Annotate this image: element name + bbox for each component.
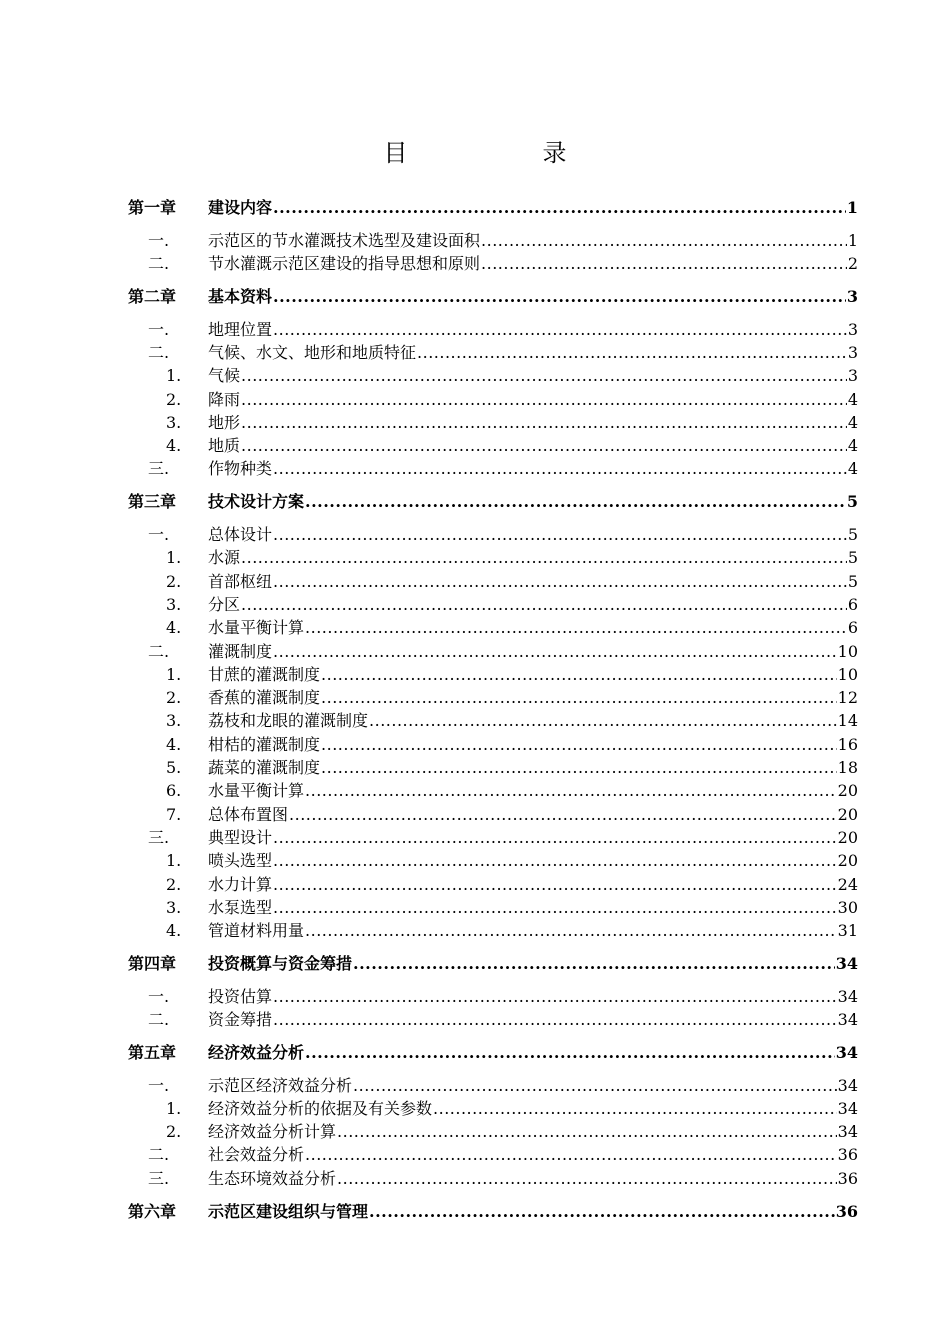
toc-entry-page: 34 — [835, 953, 858, 973]
toc-entry-number: 一. — [148, 230, 170, 250]
toc-entry-label: 柑桔的灌溉制度 — [208, 734, 321, 754]
toc-entry-page: 1 — [847, 230, 858, 250]
toc-leader-dots — [305, 1041, 835, 1064]
toc-entry-label: 建设内容 — [208, 198, 273, 217]
toc-entry-number: 一. — [148, 1075, 170, 1095]
toc-entry-page: 4 — [847, 459, 858, 479]
toc-entry-number: 二. — [148, 641, 170, 661]
toc-entry-page: 5 — [847, 571, 858, 591]
toc-entry-sub[interactable] — [128, 896, 858, 919]
toc-title-char-1: 目 — [383, 139, 408, 167]
toc-entry-page: 4 — [847, 412, 858, 432]
toc-entry-number: 4. — [166, 921, 182, 941]
toc-entry-chapter[interactable] — [128, 952, 858, 975]
toc-entry-page: 6 — [847, 594, 858, 614]
toc-entry-page: 24 — [837, 874, 858, 894]
toc-entry-page: 36 — [837, 1168, 858, 1188]
toc-entry-page: 36 — [837, 1145, 858, 1165]
toc-entry-number: 2. — [166, 1122, 182, 1142]
toc-entry-label: 蔬菜的灌溉制度 — [208, 758, 321, 778]
toc-leader-dots — [273, 826, 837, 849]
toc-entry-page: 18 — [837, 758, 858, 778]
toc-entry-number: 3. — [166, 897, 182, 917]
toc-leader-dots — [305, 919, 837, 942]
toc-leader-dots — [321, 733, 837, 756]
toc-leader-dots — [321, 756, 837, 779]
toc-entry-sec[interactable] — [128, 985, 858, 1008]
toc-entry-chapter[interactable] — [128, 285, 858, 308]
table-of-contents — [128, 196, 858, 1232]
toc-entry-number: 二. — [148, 254, 170, 274]
toc-entry-page: 34 — [837, 1122, 858, 1142]
toc-entry-number: 3. — [166, 594, 182, 614]
toc-leader-dots — [353, 952, 835, 975]
toc-entry-sub[interactable] — [128, 663, 858, 686]
toc-entry-label: 管道材料用量 — [208, 921, 305, 941]
toc-entry-page: 34 — [837, 1098, 858, 1118]
toc-entry-label: 经济效益分析的依据及有关参数 — [208, 1098, 433, 1118]
toc-entry-page: 3 — [846, 286, 858, 306]
toc-entry-number: 一. — [148, 525, 170, 545]
toc-leader-dots — [273, 1008, 837, 1031]
toc-entry-sub[interactable] — [128, 849, 858, 872]
toc-leader-dots — [273, 873, 837, 896]
toc-entry-page: 3 — [847, 319, 858, 339]
toc-leader-dots — [369, 1200, 835, 1223]
toc-leader-dots — [337, 1120, 837, 1143]
toc-entry-page: 20 — [837, 781, 858, 801]
toc-entry-number: 第一章 — [128, 198, 177, 217]
toc-entry-label: 分区 — [208, 594, 241, 614]
toc-entry-label: 作物种类 — [208, 459, 273, 479]
toc-entry-chapter[interactable] — [128, 490, 858, 513]
toc-entry-label: 气候 — [208, 366, 241, 386]
toc-entry-chapter[interactable] — [128, 1041, 858, 1064]
toc-entry-label: 总体设计 — [208, 525, 273, 545]
toc-entry-label: 香蕉的灌溉制度 — [208, 688, 321, 708]
toc-leader-dots — [305, 616, 847, 639]
toc-leader-dots — [289, 803, 837, 826]
toc-entry-page: 30 — [837, 897, 858, 917]
toc-leader-dots — [481, 252, 847, 275]
toc-entry-label: 生态环境效益分析 — [208, 1168, 337, 1188]
toc-entry-page: 34 — [837, 1075, 858, 1095]
toc-entry-label: 灌溉制度 — [208, 641, 273, 661]
toc-entry-sec[interactable] — [128, 341, 858, 364]
toc-entry-label: 降雨 — [208, 389, 241, 409]
toc-entry-sub[interactable] — [128, 756, 858, 779]
toc-entry-sub[interactable] — [128, 593, 858, 616]
toc-leader-dots — [273, 640, 837, 663]
toc-entry-label: 社会效益分析 — [208, 1145, 305, 1165]
toc-entry-sub[interactable] — [128, 434, 858, 457]
toc-leader-dots — [433, 1097, 837, 1120]
toc-entry-label: 基本资料 — [208, 286, 273, 306]
toc-entry-number: 一. — [148, 986, 170, 1006]
toc-entry-page: 4 — [847, 389, 858, 409]
toc-entry-page: 16 — [837, 734, 858, 754]
toc-entry-sub[interactable] — [128, 1120, 858, 1143]
toc-entry-chapter[interactable] — [128, 196, 858, 219]
toc-entry-page: 34 — [837, 1010, 858, 1029]
toc-entry-number: 5. — [166, 758, 182, 778]
toc-entry-label: 水力计算 — [208, 874, 273, 894]
toc-entry-sub[interactable] — [128, 919, 858, 942]
toc-leader-dots — [241, 546, 847, 569]
toc-entry-sec[interactable] — [128, 229, 858, 252]
toc-entry-sub[interactable] — [128, 616, 858, 639]
toc-entry-label: 水源 — [208, 548, 241, 568]
toc-entry-number: 1. — [166, 851, 182, 871]
toc-entry-page: 5 — [847, 548, 858, 568]
toc-entry-number: 二. — [148, 342, 170, 362]
toc-entry-label: 地理位置 — [208, 319, 273, 339]
toc-entry-number: 2. — [166, 688, 182, 708]
toc-leader-dots — [241, 388, 847, 411]
toc-entry-sec[interactable] — [128, 826, 858, 849]
toc-leader-dots — [353, 1074, 837, 1097]
toc-title-char-2: 录 — [542, 139, 567, 167]
toc-entry-sub[interactable] — [128, 411, 858, 434]
toc-entry-number: 2. — [166, 571, 182, 591]
toc-leader-dots — [273, 285, 846, 308]
toc-title — [0, 138, 950, 168]
toc-entry-sec[interactable] — [128, 252, 858, 275]
toc-entry-page: 4 — [847, 436, 858, 456]
toc-entry-label: 示范区经济效益分析 — [208, 1075, 353, 1095]
toc-entry-page: 2 — [847, 254, 858, 274]
toc-entry-label: 水量平衡计算 — [208, 781, 305, 801]
toc-entry-label: 水泵选型 — [208, 897, 273, 917]
toc-entry-label: 投资概算与资金筹措 — [208, 953, 353, 973]
toc-leader-dots — [417, 341, 847, 364]
toc-entry-sub[interactable] — [128, 1097, 858, 1120]
toc-entry-page: 5 — [846, 492, 858, 512]
toc-entry-sec[interactable] — [128, 318, 858, 341]
toc-entry-sec[interactable] — [128, 640, 858, 663]
toc-entry-number: 三. — [148, 1168, 170, 1188]
toc-entry-sub[interactable] — [128, 803, 858, 826]
toc-entry-number: 第四章 — [128, 953, 177, 973]
toc-entry-label: 节水灌溉示范区建设的指导思想和原则 — [208, 254, 481, 274]
toc-entry-page: 34 — [835, 1042, 858, 1062]
toc-entry-page: 31 — [837, 921, 858, 941]
toc-leader-dots — [305, 490, 846, 513]
toc-entry-sec[interactable] — [128, 1143, 858, 1166]
toc-entry-label: 技术设计方案 — [208, 492, 305, 512]
toc-entry-label: 经济效益分析 — [208, 1042, 305, 1062]
toc-entry-sec[interactable] — [128, 1074, 858, 1097]
toc-leader-dots — [273, 985, 837, 1008]
toc-leader-dots — [273, 849, 837, 872]
toc-leader-dots — [305, 779, 837, 802]
toc-entry-page: 5 — [847, 525, 858, 545]
toc-leader-dots — [321, 686, 837, 709]
toc-entry-label: 荔枝和龙眼的灌溉制度 — [208, 711, 369, 731]
toc-entry-page: 10 — [837, 664, 858, 684]
toc-entry-page: 20 — [837, 827, 858, 847]
toc-leader-dots — [273, 457, 847, 480]
toc-entry-sec[interactable] — [128, 1167, 858, 1190]
toc-entry-label: 示范区的节水灌溉技术选型及建设面积 — [208, 230, 481, 250]
toc-entry-sec[interactable] — [128, 523, 858, 546]
toc-entry-number: 二. — [148, 1145, 170, 1165]
toc-leader-dots — [337, 1167, 837, 1190]
toc-leader-dots — [321, 663, 837, 686]
toc-entry-label: 地形 — [208, 412, 241, 432]
toc-entry-label: 投资估算 — [208, 986, 273, 1006]
toc-entry-page: 14 — [837, 711, 858, 731]
toc-entry-number: 4. — [166, 618, 182, 638]
toc-entry-sub[interactable] — [128, 733, 858, 756]
toc-entry-page: 3 — [847, 366, 858, 386]
toc-entry-sub[interactable] — [128, 364, 858, 387]
toc-entry-number: 1. — [166, 366, 182, 386]
toc-entry-number: 1. — [166, 548, 182, 568]
toc-entry-page: 10 — [837, 641, 858, 661]
toc-entry-number: 2. — [166, 874, 182, 894]
toc-leader-dots — [481, 229, 847, 252]
toc-entry-number: 7. — [166, 804, 182, 824]
toc-entry-number: 一. — [148, 319, 170, 339]
toc-entry-page: 6 — [847, 618, 858, 638]
toc-entry-number: 4. — [166, 436, 182, 456]
toc-leader-dots — [273, 318, 847, 341]
toc-entry-number: 2. — [166, 389, 182, 409]
toc-entry-label: 水量平衡计算 — [208, 618, 305, 638]
toc-entry-chapter[interactable] — [128, 1200, 858, 1223]
toc-entry-number: 4. — [166, 734, 182, 754]
toc-entry-number: 第三章 — [128, 492, 177, 512]
toc-leader-dots — [369, 709, 837, 732]
toc-entry-label: 首部枢纽 — [208, 571, 273, 591]
toc-entry-label: 喷头选型 — [208, 851, 273, 871]
toc-entry-number: 第六章 — [128, 1201, 177, 1221]
toc-entry-number: 3. — [166, 711, 182, 731]
toc-entry-page: 20 — [837, 851, 858, 871]
toc-entry-sub[interactable] — [128, 779, 858, 802]
toc-entry-number: 第二章 — [128, 286, 177, 306]
toc-entry-page: 3 — [847, 342, 858, 362]
toc-leader-dots — [305, 1143, 837, 1166]
toc-entry-page: 1 — [846, 198, 858, 217]
toc-leader-dots — [241, 593, 847, 616]
toc-entry-number: 1. — [166, 664, 182, 684]
toc-leader-dots — [273, 570, 847, 593]
toc-entry-label: 示范区建设组织与管理 — [208, 1201, 369, 1221]
toc-leader-dots — [273, 196, 846, 219]
toc-entry-sub[interactable] — [128, 546, 858, 569]
toc-entry-label: 地质 — [208, 436, 241, 456]
toc-entry-number: 1. — [166, 1098, 182, 1118]
toc-entry-sub[interactable] — [128, 709, 858, 732]
toc-entry-page: 20 — [837, 804, 858, 824]
toc-leader-dots — [241, 434, 847, 457]
toc-entry-number: 三. — [148, 827, 170, 847]
toc-entry-sub[interactable] — [128, 873, 858, 896]
toc-entry-sec[interactable] — [128, 1008, 858, 1031]
toc-entry-label: 气候、水文、地形和地质特征 — [208, 342, 417, 362]
toc-entry-number: 三. — [148, 459, 170, 479]
toc-leader-dots — [241, 411, 847, 434]
toc-entry-sub[interactable] — [128, 686, 858, 709]
toc-entry-page: 34 — [837, 986, 858, 1006]
toc-entry-label: 经济效益分析计算 — [208, 1122, 337, 1142]
toc-entry-label: 甘蔗的灌溉制度 — [208, 664, 321, 684]
toc-entry-sec[interactable] — [128, 457, 858, 480]
toc-entry-label: 资金筹措 — [208, 1010, 273, 1029]
toc-entry-label: 总体布置图 — [208, 804, 289, 824]
toc-entry-number: 6. — [166, 781, 182, 801]
toc-leader-dots — [273, 523, 847, 546]
toc-entry-page: 36 — [835, 1201, 858, 1221]
toc-entry-sub[interactable] — [128, 388, 858, 411]
toc-entry-number: 第五章 — [128, 1042, 177, 1062]
toc-entry-page: 12 — [837, 688, 858, 708]
toc-entry-sub[interactable] — [128, 570, 858, 593]
toc-entry-number: 3. — [166, 412, 182, 432]
toc-leader-dots — [241, 364, 847, 387]
toc-leader-dots — [273, 896, 837, 919]
toc-entry-label: 典型设计 — [208, 827, 273, 847]
toc-entry-number: 二. — [148, 1010, 170, 1029]
